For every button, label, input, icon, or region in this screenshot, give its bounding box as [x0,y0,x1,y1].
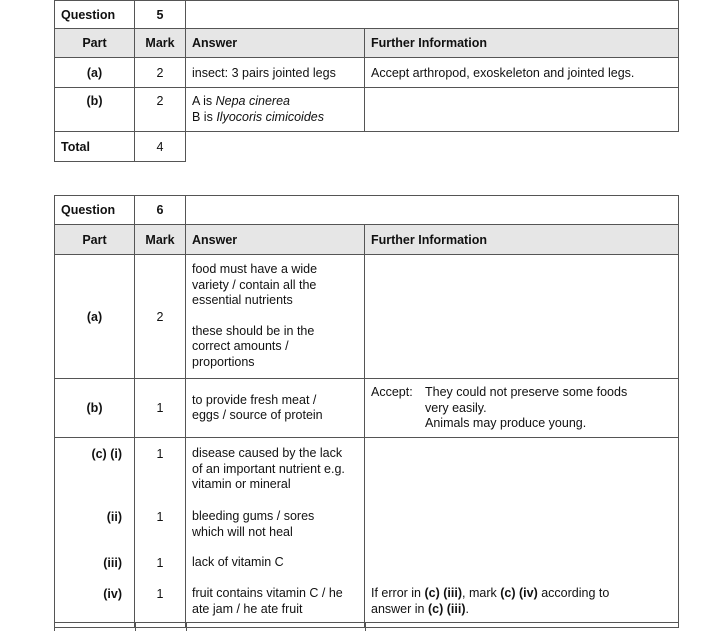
mark-cell: 1 1 1 1 [135,438,186,628]
part-cell: (c) (i) (ii) (iii) (iv) [55,438,135,628]
table-row [55,438,679,628]
part-cell: (b) [55,88,135,132]
table-row [55,379,679,438]
table-row [55,255,679,379]
total-value: 4 [135,132,186,162]
answer-cell: to provide fresh meat / eggs / source of protein [186,379,365,438]
header-blank [186,1,679,29]
answer-cell: A is Nepa cinerea B is Ilyocoris cimicoides [186,88,365,132]
answer-cell: food must have a wide variety / contain all the essential nutrients these should be in the correct amounts / proportions [186,255,365,379]
accept-label: Accept: [371,385,413,399]
info-cell: If error in (c) (iii), mark (c) (iv) according to answer in (c) (iii). [365,438,679,628]
mark-cell: 2 [135,255,186,379]
header-part: Part [55,225,135,255]
header-answer: Answer [186,225,365,255]
mark-cell: 2 [135,58,186,88]
total-label: Total [55,132,135,162]
part-cell: (b) [55,379,135,438]
question-number: 5 [135,1,186,29]
species-name: Ilyocoris cimicoides [216,109,324,124]
mark-cell: 2 [135,88,186,132]
header-info: Further Information [365,29,679,58]
question-number: 6 [135,196,186,225]
info-cell: Accept arthropod, exoskeleton and jointed legs. [365,58,679,88]
header-blank [186,196,679,225]
part-cell: (a) [55,255,135,379]
question-5-total [54,131,186,162]
header-mark: Mark [135,29,186,58]
header-answer: Answer [186,29,365,58]
question-6-table [54,195,679,628]
table-row [55,88,679,132]
mark-cell: 1 [135,379,186,438]
table-row [55,58,679,88]
header-mark: Mark [135,225,186,255]
header-part: Part [55,29,135,58]
info-cell: Accept: They could not preserve some foods very easily. Animals may produce young. [365,379,679,438]
answer-cell: disease caused by the lack of an important nutrient e.g. vitamin or mineral bleeding gums / sores which will not heal lack of vitamin C fruit contains vitamin C / he ate jam / he ate fruit [186,438,365,628]
question-label: Question [55,1,135,29]
part-cell: (a) [55,58,135,88]
answer-cell: insect: 3 pairs jointed legs [186,58,365,88]
question-5-table [54,0,679,132]
info-cell [365,255,679,379]
question-label: Question [55,196,135,225]
header-info: Further Information [365,225,679,255]
info-cell [365,88,679,132]
species-name: Nepa cinerea [215,94,290,108]
